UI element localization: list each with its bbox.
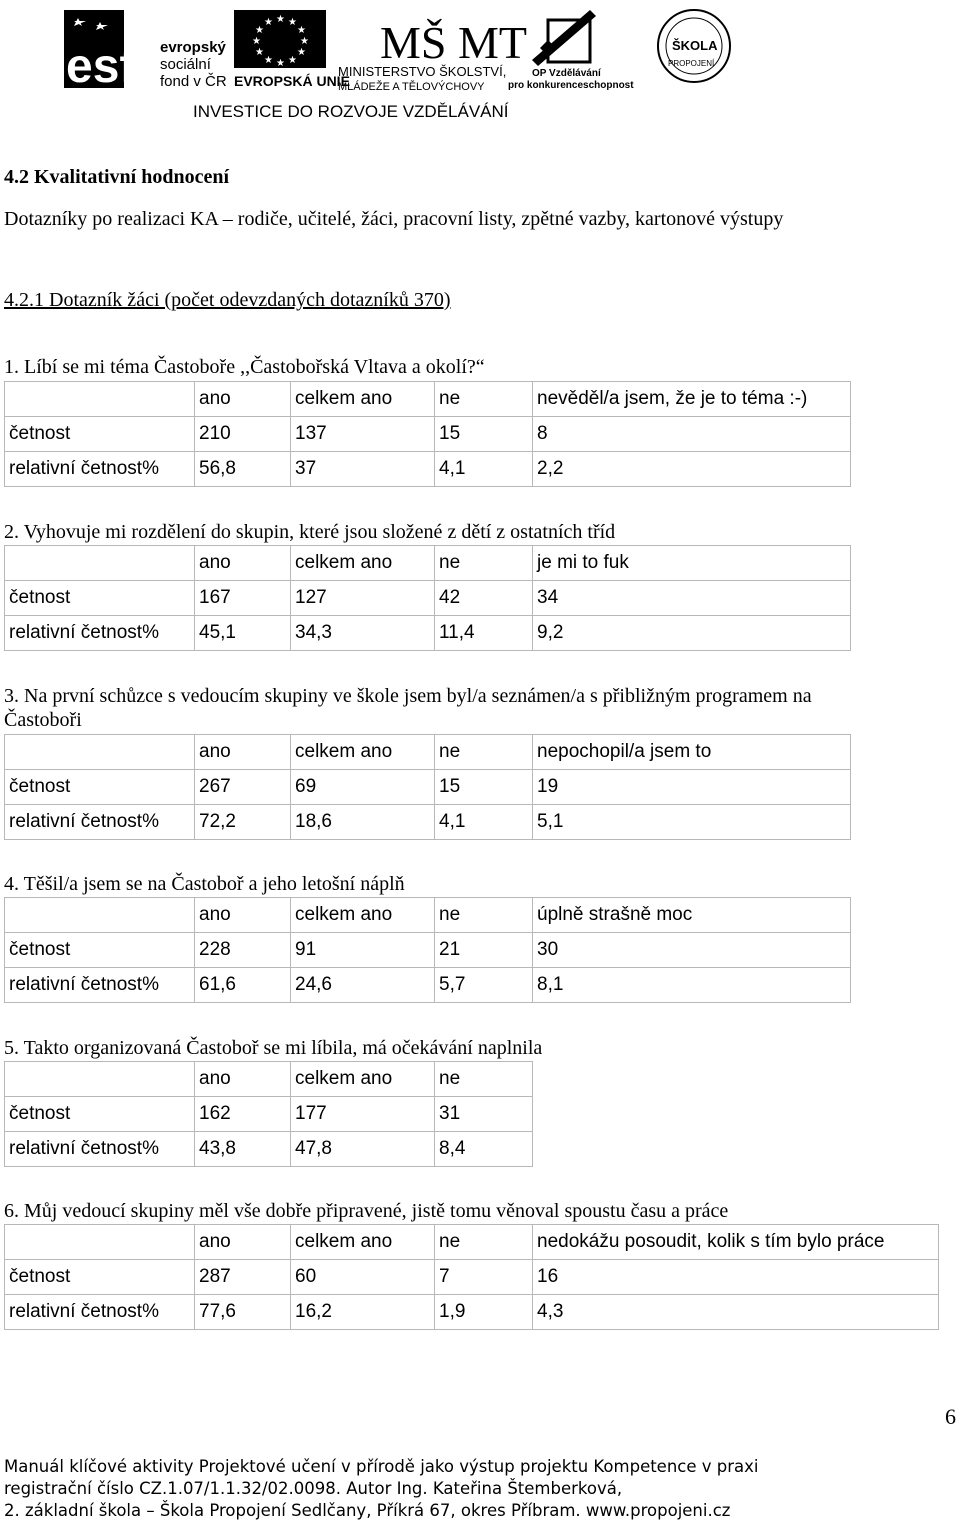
question-1-table <box>4 381 851 487</box>
svg-text:★: ★ <box>276 58 285 69</box>
table-cell: celkem ano <box>291 1225 435 1260</box>
footer-line-3: 2. základní škola – Škola Propojení Sedlčany, Příkrá 67, okres Příbram. www.propojeni.cz <box>4 1501 731 1520</box>
table-header-row <box>5 735 851 770</box>
question-5-table <box>4 1061 533 1167</box>
table-header-row <box>5 898 851 933</box>
table-cell: nepochopil/a jsem to <box>533 735 851 770</box>
table-cell: 8,1 <box>533 968 851 1003</box>
header-logos <box>0 0 960 125</box>
table-cell: relativní četnost% <box>5 452 195 487</box>
question-4-text: 4. Těšil/a jsem se na Častoboř a jeho letošní náplň <box>4 873 405 895</box>
svg-text:★: ★ <box>288 55 297 66</box>
svg-text:★: ★ <box>297 47 306 58</box>
table-cell: 7 <box>435 1260 533 1295</box>
table-cell: 72,2 <box>195 805 291 840</box>
table-cell: ne <box>435 382 533 417</box>
table-cell: 11,4 <box>435 616 533 651</box>
table-cell: ne <box>435 898 533 933</box>
esf-line1: evropský <box>160 39 226 56</box>
table-cell: 4,1 <box>435 452 533 487</box>
table-cell: 9,2 <box>533 616 851 651</box>
table-cell: nevěděl/a jsem, že je to téma :-) <box>533 382 851 417</box>
question-6-table <box>4 1224 939 1330</box>
table-cell: 5,7 <box>435 968 533 1003</box>
table-cell: 287 <box>195 1260 291 1295</box>
table-cell: 16 <box>533 1260 939 1295</box>
table-cell: 69 <box>291 770 435 805</box>
eu-logo <box>234 10 350 89</box>
table-cell: 1,9 <box>435 1295 533 1330</box>
table-cell: 8 <box>533 417 851 452</box>
msmt-line2: MLÁDEŽE A TĚLOVÝCHOVY <box>338 81 485 93</box>
table-cell: 34,3 <box>291 616 435 651</box>
table-cell: 43,8 <box>195 1132 291 1167</box>
section-title: 4.2 Kvalitativní hodnocení <box>4 166 230 188</box>
table-cell: 5,1 <box>533 805 851 840</box>
table-cell: četnost <box>5 417 195 452</box>
table-cell: 15 <box>435 417 533 452</box>
esf-logo <box>64 10 227 93</box>
table-cell: celkem ano <box>291 898 435 933</box>
table-cell: celkem ano <box>291 546 435 581</box>
table-cell: ne <box>435 1062 533 1097</box>
school-logo <box>658 10 730 82</box>
table-cell: 77,6 <box>195 1295 291 1330</box>
table-cell: 30 <box>533 933 851 968</box>
table-cell: 4,3 <box>533 1295 939 1330</box>
table-row <box>5 1295 939 1330</box>
table-cell: nedokážu posoudit, kolik s tím bylo práce <box>533 1225 939 1260</box>
question-5-text: 5. Takto organizovaná Častoboř se mi líbila, má očekávání naplnila <box>4 1037 543 1059</box>
banner-text: INVESTICE DO ROZVOJE VZDĚLÁVÁNÍ <box>193 102 509 121</box>
question-3-text-cont: Častoboři <box>4 709 82 731</box>
table-cell: 210 <box>195 417 291 452</box>
table-cell: ne <box>435 735 533 770</box>
table-cell: celkem ano <box>291 1062 435 1097</box>
table-cell: 177 <box>291 1097 435 1132</box>
table-cell: úplně strašně moc <box>533 898 851 933</box>
table-cell: 37 <box>291 452 435 487</box>
question-2-text: 2. Vyhovuje mi rozdělení do skupin, které jsou složené z dětí z ostatních tříd <box>4 521 616 543</box>
table-cell: ano <box>195 1062 291 1097</box>
school-mark: ŠKOLA <box>672 38 718 53</box>
op-line2: pro konkurenceschopnost <box>508 80 634 91</box>
msmt-logo <box>338 17 527 93</box>
table-cell: 4,1 <box>435 805 533 840</box>
table-header-row <box>5 1225 939 1260</box>
table-cell: celkem ano <box>291 382 435 417</box>
svg-text:★: ★ <box>297 25 306 36</box>
table-cell: četnost <box>5 581 195 616</box>
table-cell: četnost <box>5 770 195 805</box>
esf-line3: fond v ČR <box>160 73 227 90</box>
question-2-table <box>4 545 851 651</box>
table-cell: 162 <box>195 1097 291 1132</box>
esf-mark: esf <box>66 40 136 93</box>
table-cell <box>5 735 195 770</box>
svg-text:★: ★ <box>255 47 264 58</box>
table-cell: ano <box>195 546 291 581</box>
table-row <box>5 1132 533 1167</box>
table-cell: ne <box>435 1225 533 1260</box>
table-cell: 21 <box>435 933 533 968</box>
svg-text:★: ★ <box>288 17 297 28</box>
footer-line-1: Manuál klíčové aktivity Projektové učení v přírodě jako výstup projektu Kompetence v praxi <box>4 1457 759 1476</box>
table-cell: četnost <box>5 1097 195 1132</box>
table-cell: 16,2 <box>291 1295 435 1330</box>
table-cell: relativní četnost% <box>5 1132 195 1167</box>
table-cell: ano <box>195 1225 291 1260</box>
svg-text:★: ★ <box>264 17 273 28</box>
table-cell: 2,2 <box>533 452 851 487</box>
page-number: 6 <box>945 1404 956 1429</box>
table-row <box>5 933 851 968</box>
table-cell: 45,1 <box>195 616 291 651</box>
table-cell: 31 <box>435 1097 533 1132</box>
msmt-line1: MINISTERSTVO ŠKOLSTVÍ, <box>338 64 507 79</box>
section-intro: Dotazníky po realizaci KA – rodiče, učitelé, žáci, pracovní listy, zpětné vazby, kartonové výstupy <box>4 208 784 230</box>
table-row <box>5 968 851 1003</box>
table-cell: 8,4 <box>435 1132 533 1167</box>
table-row <box>5 1097 533 1132</box>
table-cell: 127 <box>291 581 435 616</box>
table-row <box>5 581 851 616</box>
footer <box>4 1456 759 1522</box>
msmt-mark: MŠ MT <box>380 17 527 68</box>
table-cell: 60 <box>291 1260 435 1295</box>
table-cell: 19 <box>533 770 851 805</box>
table-header-row <box>5 546 851 581</box>
eu-label: EVROPSKÁ UNIE <box>234 73 350 89</box>
table-cell: 137 <box>291 417 435 452</box>
table-cell: 47,8 <box>291 1132 435 1167</box>
table-cell <box>5 382 195 417</box>
svg-text:★: ★ <box>276 14 285 25</box>
table-cell <box>5 1225 195 1260</box>
table-row <box>5 770 851 805</box>
svg-text:★: ★ <box>252 36 261 47</box>
table-cell: 42 <box>435 581 533 616</box>
table-cell: četnost <box>5 933 195 968</box>
table-cell: je mi to fuk <box>533 546 851 581</box>
table-row <box>5 805 851 840</box>
table-cell: ne <box>435 546 533 581</box>
svg-text:★: ★ <box>264 55 273 66</box>
table-cell: 61,6 <box>195 968 291 1003</box>
question-3-table <box>4 734 851 840</box>
table-cell: 56,8 <box>195 452 291 487</box>
question-3-text: 3. Na první schůzce s vedoucím skupiny ve škole jsem byl/a seznámen/a s přibližným programem na <box>4 685 812 707</box>
table-cell: ano <box>195 735 291 770</box>
table-header-row <box>5 382 851 417</box>
table-cell: 18,6 <box>291 805 435 840</box>
table-cell: 267 <box>195 770 291 805</box>
table-cell <box>5 898 195 933</box>
section-subtitle: 4.2.1 Dotazník žáci (počet odevzdaných dotazníků 370) <box>4 289 451 311</box>
table-cell: 24,6 <box>291 968 435 1003</box>
table-row <box>5 1260 939 1295</box>
question-6-text: 6. Můj vedoucí skupiny měl vše dobře připravené, jistě tomu věnoval spoustu času a práce <box>4 1200 729 1222</box>
svg-text:★: ★ <box>300 36 309 47</box>
svg-text:★: ★ <box>255 25 264 36</box>
table-cell: 228 <box>195 933 291 968</box>
table-cell <box>5 546 195 581</box>
school-sub: PROPOJENÍ <box>668 59 715 68</box>
table-cell: relativní četnost% <box>5 1295 195 1330</box>
table-cell: relativní četnost% <box>5 616 195 651</box>
table-cell: relativní četnost% <box>5 968 195 1003</box>
table-row <box>5 417 851 452</box>
table-row <box>5 452 851 487</box>
question-4-table <box>4 897 851 1003</box>
table-cell: 15 <box>435 770 533 805</box>
table-cell: ano <box>195 382 291 417</box>
table-row <box>5 616 851 651</box>
esf-line2: sociální <box>160 56 211 73</box>
table-cell: relativní četnost% <box>5 805 195 840</box>
table-cell <box>5 1062 195 1097</box>
op-line1: OP Vzdělávání <box>532 68 601 79</box>
table-cell: 34 <box>533 581 851 616</box>
footer-line-2: registrační číslo CZ.1.07/1.1.32/02.0098. Autor Ing. Kateřina Štemberková, <box>4 1479 623 1498</box>
table-cell: celkem ano <box>291 735 435 770</box>
table-cell: 167 <box>195 581 291 616</box>
table-header-row <box>5 1062 533 1097</box>
table-cell: ano <box>195 898 291 933</box>
table-cell: 91 <box>291 933 435 968</box>
question-1-text: 1. Líbí se mi téma Častoboře ,,Častobořská Vltava a okolí?“ <box>4 356 485 378</box>
table-cell: četnost <box>5 1260 195 1295</box>
